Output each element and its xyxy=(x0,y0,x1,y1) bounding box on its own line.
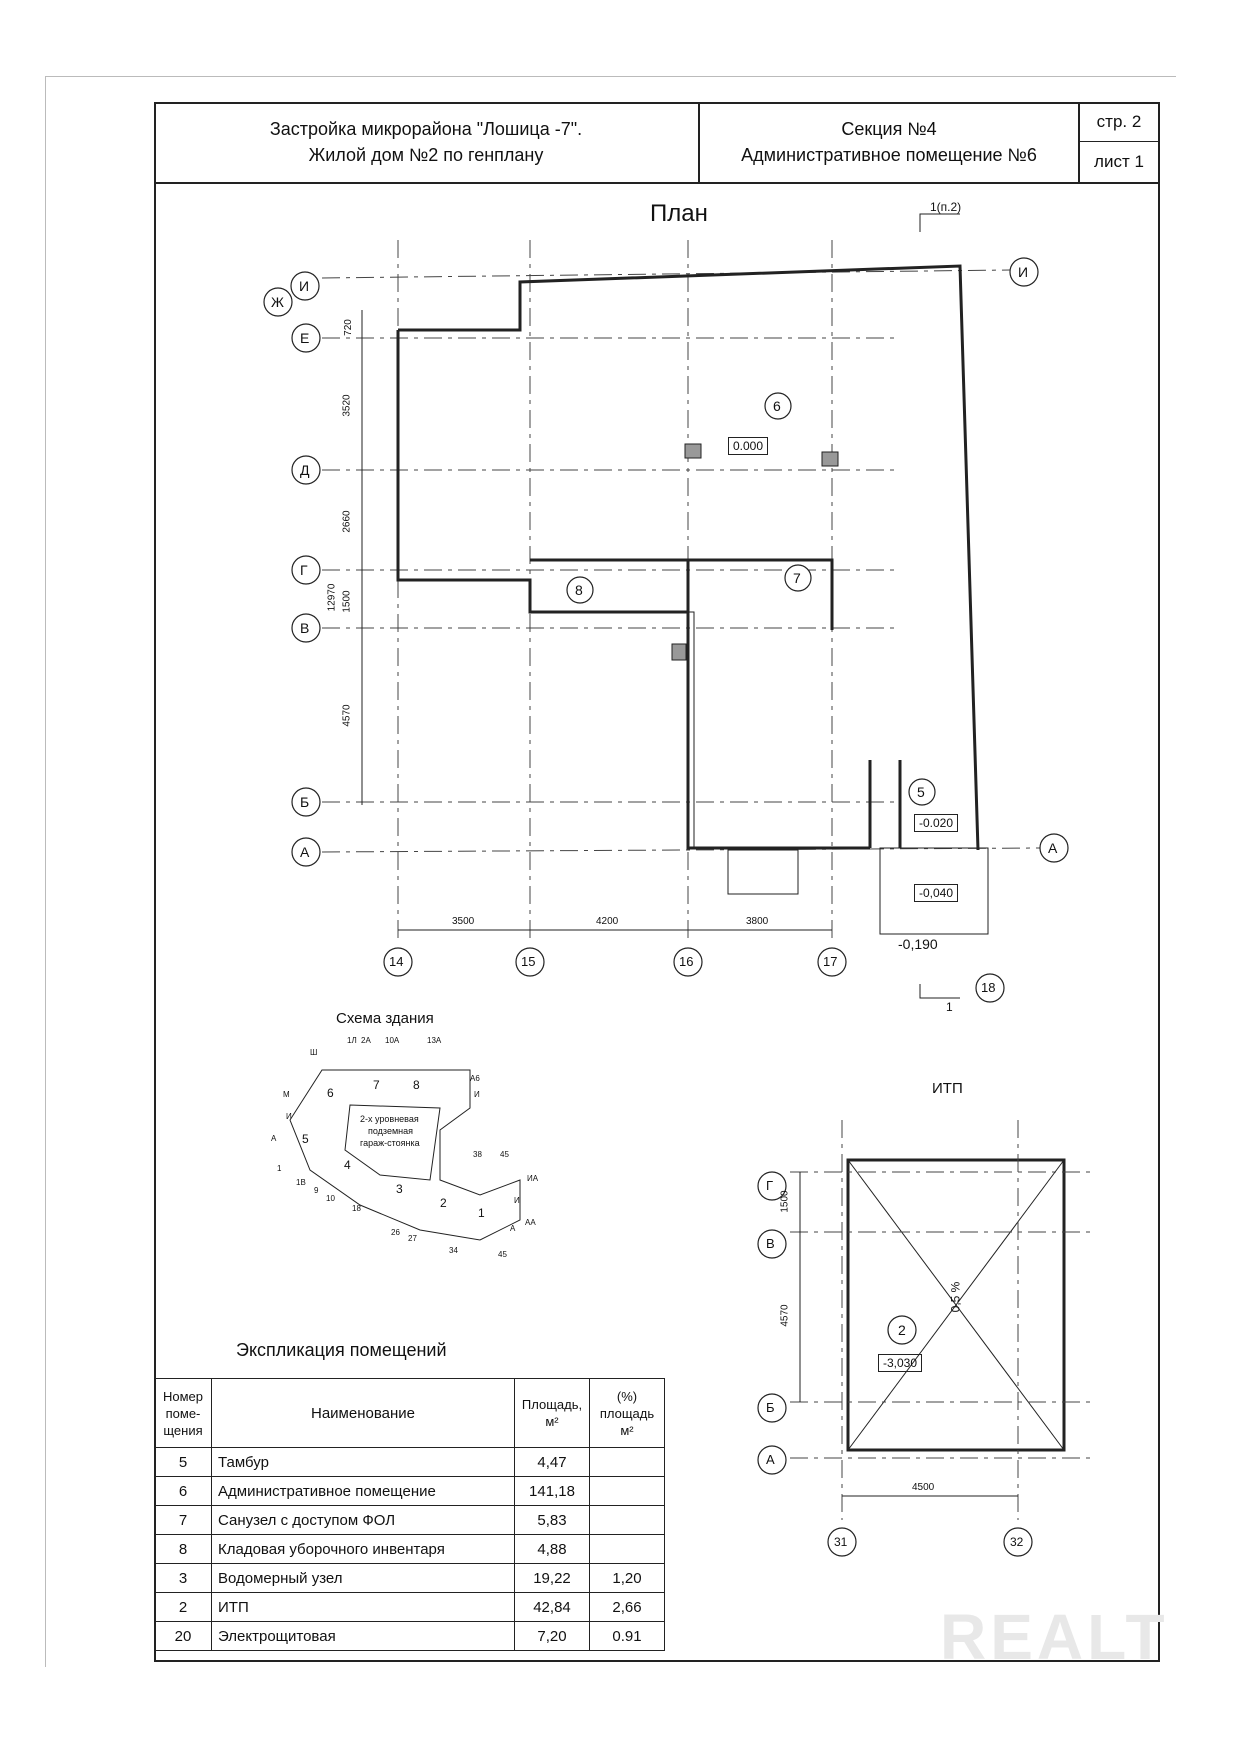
scheme-axis-a-right: А xyxy=(510,1224,516,1233)
num-header-1: Номер xyxy=(162,1388,203,1404)
itp-dim-4500: 4500 xyxy=(912,1482,935,1493)
axis-col-17: 17 xyxy=(823,954,838,969)
row-num: 7 xyxy=(155,1506,212,1535)
scheme-axis-13a: 13А xyxy=(427,1036,442,1045)
plan-title: План xyxy=(650,200,708,227)
row-pct: 1,20 xyxy=(590,1564,665,1593)
axis-col-16: 16 xyxy=(679,954,694,969)
scheme-title: Схема здания xyxy=(336,1010,434,1027)
area-header-1: Площадь, xyxy=(521,1397,583,1412)
itp-slope: 0,5 % xyxy=(948,1281,963,1313)
row-area: 4,47 xyxy=(515,1448,590,1477)
table-row xyxy=(155,1622,665,1651)
row-name: Кладовая уборочного инвентаря xyxy=(212,1535,515,1564)
row-area: 4,88 xyxy=(515,1535,590,1564)
pct-header-2: площадь xyxy=(599,1405,655,1421)
scheme-section-7: 7 xyxy=(373,1078,380,1092)
dim-4570: 4570 xyxy=(341,704,353,727)
axis-right-a: А xyxy=(1048,840,1058,856)
scheme-section-3: 3 xyxy=(396,1182,403,1196)
row-num: 6 xyxy=(155,1477,212,1506)
axis-row-e: Е xyxy=(300,330,310,346)
scheme-axis-9: 9 xyxy=(314,1186,319,1195)
itp-dim-1500: 1500 xyxy=(779,1190,791,1213)
axis-col-18: 18 xyxy=(981,980,996,995)
itp-axis-v: В xyxy=(766,1236,775,1251)
scheme-axis-10a: 10А xyxy=(385,1036,400,1045)
col-name-header: Наименование xyxy=(212,1379,515,1448)
room-7-label: 7 xyxy=(793,570,801,586)
row-name: Административное помещение xyxy=(212,1477,515,1506)
itp-title: ИТП xyxy=(932,1080,963,1097)
row-name: Санузел с доступом ФОЛ xyxy=(212,1506,515,1535)
row-num: 8 xyxy=(155,1535,212,1564)
scheme-axis-i-left: И xyxy=(286,1112,292,1121)
scheme-axis-27: 27 xyxy=(408,1234,417,1243)
dim-3500: 3500 xyxy=(452,916,475,927)
itp-axis-g: Г xyxy=(766,1178,774,1193)
room-8-label: 8 xyxy=(575,582,583,598)
row-num: 5 xyxy=(155,1448,212,1477)
row-area: 19,22 xyxy=(515,1564,590,1593)
area-header-2: м² xyxy=(545,1414,559,1429)
scheme-axis-a-left: А xyxy=(271,1134,277,1143)
table-row xyxy=(155,1593,665,1622)
col-pct-header xyxy=(590,1379,665,1448)
dim-3520: 3520 xyxy=(341,394,353,417)
axis-row-b: Б xyxy=(300,794,310,810)
room-5-label: 5 xyxy=(917,784,925,800)
explication-title: Экспликация помещений xyxy=(236,1340,447,1360)
row-area: 7,20 xyxy=(515,1622,590,1651)
scheme-axis-18: 18 xyxy=(352,1204,361,1213)
row-pct xyxy=(590,1506,665,1535)
section-line1: Секция №4 xyxy=(841,119,937,139)
project-line1: Застройка микрорайона "Лошица -7". xyxy=(269,119,583,139)
scheme-axis-34: 34 xyxy=(449,1246,458,1255)
axis-right-i: И xyxy=(1018,264,1029,280)
row-pct: 2,66 xyxy=(590,1593,665,1622)
scheme-axis-a6: А6 xyxy=(470,1074,480,1083)
page-number: стр. 2 xyxy=(1080,102,1158,142)
scheme-axis-sh: Ш xyxy=(310,1048,318,1057)
table-row xyxy=(155,1535,665,1564)
axis-col-15: 15 xyxy=(521,954,536,969)
table-row xyxy=(155,1564,665,1593)
watermark-logo: REALT xyxy=(940,1601,1169,1673)
scheme-axis-aa: АА xyxy=(525,1218,536,1227)
row-area: 42,84 xyxy=(515,1593,590,1622)
table-row xyxy=(155,1506,665,1535)
col-area-header xyxy=(515,1379,590,1448)
itp-dim-4570: 4570 xyxy=(779,1304,791,1327)
row-num: 2 xyxy=(155,1593,212,1622)
section-mark-bottom: 1 xyxy=(946,1000,953,1014)
row-name: Электрощитовая xyxy=(212,1622,515,1651)
level-minus-0020: -0.020 xyxy=(914,814,958,832)
scheme-section-6: 6 xyxy=(327,1086,334,1100)
axis-row-zh: Ж xyxy=(271,294,284,310)
scheme-section-8: 8 xyxy=(413,1078,420,1092)
num-header-2: поме- xyxy=(165,1405,201,1421)
itp-axis-32: 32 xyxy=(1010,1535,1024,1549)
garage-label-3: гараж-стоянка xyxy=(360,1138,420,1148)
scheme-axis-ia: ИА xyxy=(527,1174,539,1183)
dim-2660: 2660 xyxy=(341,510,353,533)
row-pct xyxy=(590,1535,665,1564)
scheme-axis-1v: 1В xyxy=(296,1178,306,1187)
itp-room-2: 2 xyxy=(898,1322,906,1338)
axis-row-v: В xyxy=(300,620,310,636)
row-name: Тамбур xyxy=(212,1448,515,1477)
row-area: 141,18 xyxy=(515,1477,590,1506)
num-header-3: щения xyxy=(163,1422,203,1438)
row-pct xyxy=(590,1448,665,1477)
scheme-axis-2a: 2А xyxy=(361,1036,371,1045)
row-num: 3 xyxy=(155,1564,212,1593)
section-line2: Административное помещение №6 xyxy=(741,145,1037,165)
scheme-axis-26: 26 xyxy=(391,1228,400,1237)
scheme-axis-45-bottom: 45 xyxy=(498,1250,507,1259)
dim-1500: 1500 xyxy=(341,590,353,613)
garage-label-1: 2-х уровневая xyxy=(360,1114,419,1124)
scheme-section-2: 2 xyxy=(440,1196,447,1210)
section-mark: 1(п.2) xyxy=(930,200,962,214)
scheme-section-4: 4 xyxy=(344,1158,351,1172)
level-0000: 0.000 xyxy=(728,437,768,455)
axis-row-a: А xyxy=(300,844,310,860)
table-row xyxy=(155,1477,665,1506)
garage-label-2: подземная xyxy=(368,1126,413,1136)
scheme-axis-10: 10 xyxy=(326,1194,335,1203)
pct-header-1: (%) xyxy=(616,1388,638,1404)
row-name: Водомерный узел xyxy=(212,1564,515,1593)
itp-level: -3,030 xyxy=(878,1354,922,1372)
dim-720: 720 xyxy=(342,319,354,336)
row-num: 20 xyxy=(155,1622,212,1651)
row-area: 5,83 xyxy=(515,1506,590,1535)
table-row xyxy=(155,1448,665,1477)
dim-12970: 12970 xyxy=(326,583,338,612)
scheme-axis-1l: 1Л xyxy=(347,1036,357,1045)
axis-col-14: 14 xyxy=(389,954,404,969)
col-num-header xyxy=(155,1379,212,1448)
row-pct: 0.91 xyxy=(590,1622,665,1651)
axis-row-d: Д xyxy=(300,462,310,478)
project-line2: Жилой дом №2 по генплану xyxy=(308,145,544,165)
room-6-label: 6 xyxy=(773,398,781,414)
scheme-section-5: 5 xyxy=(302,1132,309,1146)
dim-3800: 3800 xyxy=(746,916,769,927)
scheme-axis-38: 38 xyxy=(473,1150,482,1159)
level-minus-0040: -0,040 xyxy=(914,884,958,902)
itp-axis-a: А xyxy=(766,1452,775,1467)
table-header-row xyxy=(155,1379,665,1448)
scheme-axis-m: М xyxy=(283,1090,290,1099)
row-pct xyxy=(590,1477,665,1506)
level-minus-0190: -0,190 xyxy=(898,936,938,952)
scheme-axis-i-right: И xyxy=(514,1196,520,1205)
scheme-section-1: 1 xyxy=(478,1206,485,1220)
axis-row-i: И xyxy=(299,278,310,294)
axis-row-g: Г xyxy=(300,562,308,578)
scheme-axis-i-top: И xyxy=(474,1090,480,1099)
sheet-number: лист 1 xyxy=(1094,152,1144,171)
row-name: ИТП xyxy=(212,1593,515,1622)
dim-4200: 4200 xyxy=(596,916,619,927)
scheme-axis-45-top: 45 xyxy=(500,1150,509,1159)
itp-axis-b: Б xyxy=(766,1400,775,1415)
scheme-axis-1: 1 xyxy=(277,1164,282,1173)
itp-axis-31: 31 xyxy=(834,1535,848,1549)
explication-table xyxy=(154,1378,665,1651)
pct-header-3: м² xyxy=(620,1422,634,1438)
